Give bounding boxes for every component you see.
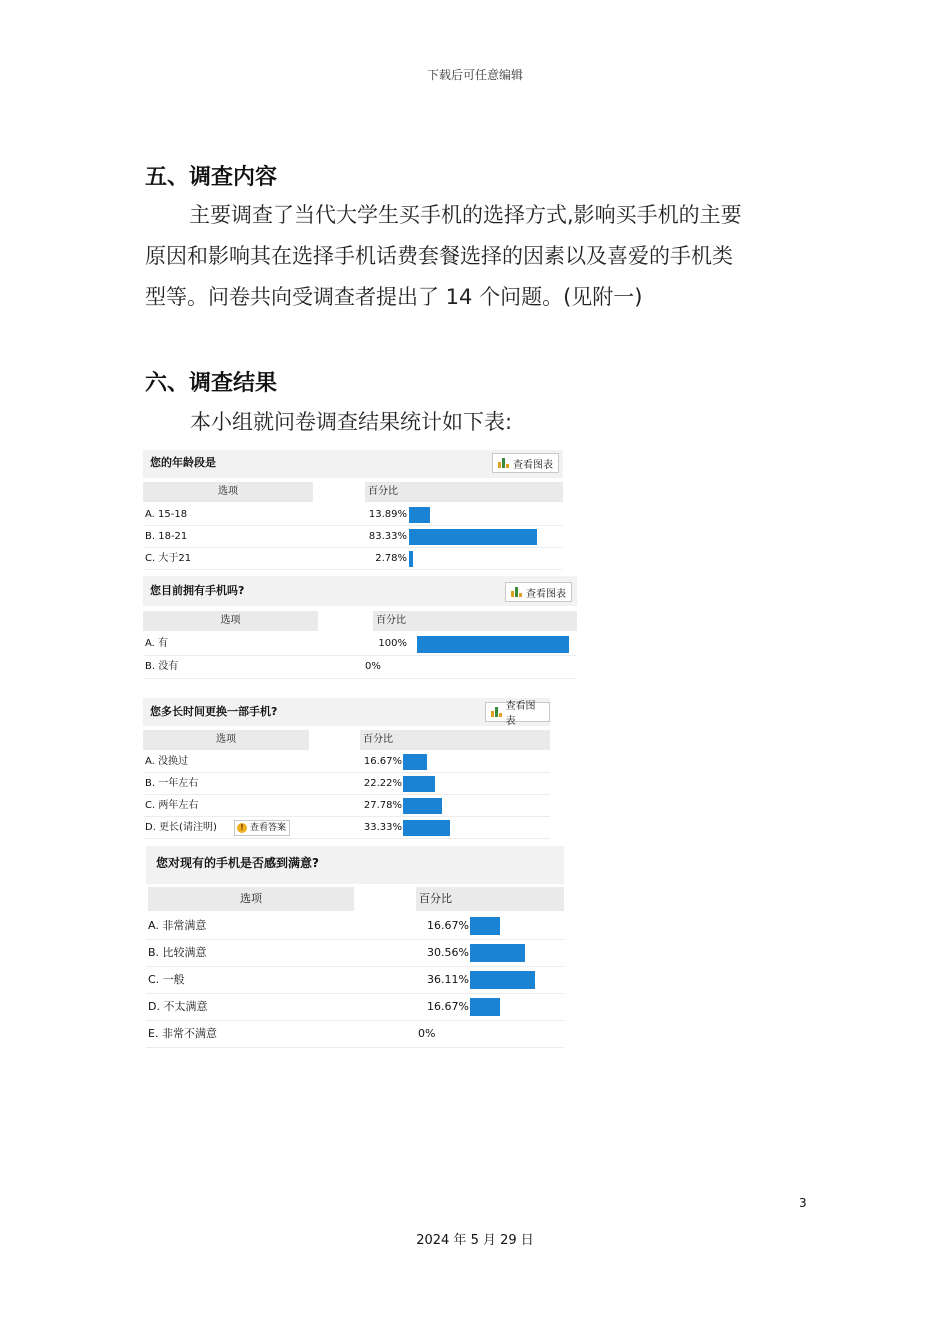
option-label: A. 非常满意	[148, 919, 207, 932]
option-label: B. 一年左右	[145, 778, 199, 789]
percent-bar	[417, 636, 569, 653]
table-row	[146, 940, 564, 967]
section5-line-2: 原因和影响其在选择手机话费套餐选择的因素以及喜爱的手机类	[145, 244, 733, 268]
option-label: C. 大于21	[145, 553, 192, 564]
percent-value: 22.22%	[363, 778, 402, 789]
option-label: A. 没换过	[145, 756, 189, 767]
table-row	[143, 504, 563, 526]
percent-bar	[403, 776, 435, 792]
table-row	[143, 526, 563, 548]
option-label: A. 15-18	[145, 509, 188, 520]
table-row	[146, 994, 564, 1021]
table-row	[143, 751, 550, 773]
percent-bar	[409, 507, 430, 523]
view-chart-button[interactable]: 查看图表	[485, 702, 550, 722]
percent-bar	[403, 754, 427, 770]
survey-panel-replace-frequency	[143, 698, 550, 840]
column-option: 选项	[143, 611, 318, 631]
section5-paragraph	[145, 195, 810, 318]
section6-heading: 六、调查结果	[145, 371, 278, 396]
percent-value: 36.11%	[427, 973, 469, 986]
survey-title: 您的年龄段是	[143, 450, 563, 478]
table-row	[143, 795, 550, 817]
table-row	[146, 967, 564, 994]
column-percent: 百分比	[416, 887, 564, 911]
option-label: D. 更长(请注明)	[145, 822, 217, 833]
survey-title: 您对现有的手机是否感到满意?	[146, 846, 564, 884]
percent-bar	[470, 944, 525, 962]
table-row	[143, 633, 577, 656]
percent-value: 33.33%	[363, 822, 402, 833]
column-percent: 百分比	[373, 611, 577, 631]
section5-line-1: 主要调查了当代大学生买手机的选择方式,影响买手机的主要	[189, 203, 742, 227]
table-row	[143, 773, 550, 795]
percent-value: 16.67%	[427, 1000, 469, 1013]
column-option: 选项	[148, 887, 354, 911]
column-option: 选项	[143, 482, 313, 502]
section5-line-3: 型等。问卷共向受调查者提出了 14 个问题。(见附一)	[145, 285, 643, 309]
survey-title: 您目前拥有手机吗?	[143, 576, 577, 606]
percent-bar	[403, 820, 450, 836]
survey-panel-satisfaction	[146, 846, 564, 1046]
percent-value: 30.56%	[427, 946, 469, 959]
option-label: C. 两年左右	[145, 800, 199, 811]
option-label: C. 一般	[148, 973, 185, 986]
table-row	[143, 817, 550, 839]
warning-icon: !	[237, 823, 247, 833]
option-label: E. 非常不满意	[148, 1027, 217, 1040]
column-option: 选项	[143, 730, 309, 750]
bar-chart-icon	[498, 458, 509, 468]
percent-bar	[470, 998, 500, 1016]
percent-value: 0%	[418, 1027, 436, 1040]
percent-value: 2.78%	[375, 553, 407, 564]
column-percent: 百分比	[360, 730, 550, 750]
percent-bar	[470, 971, 535, 989]
percent-value: 16.67%	[427, 919, 469, 932]
option-label: B. 没有	[145, 661, 179, 672]
survey-panel-age	[143, 450, 563, 572]
view-chart-button[interactable]: 查看图表	[505, 582, 572, 602]
survey-title: 您多长时间更换一部手机?	[143, 698, 550, 726]
percent-value: 83.33%	[368, 531, 407, 542]
option-label: D. 不太满意	[148, 1000, 208, 1013]
section6-intro: 本小组就问卷调查结果统计如下表:	[190, 410, 513, 434]
percent-value: 13.89%	[368, 509, 407, 520]
column-percent: 百分比	[365, 482, 563, 502]
section5-heading: 五、调查内容	[145, 165, 278, 190]
view-answer-button[interactable]: ! 查看答案	[234, 820, 290, 836]
page-number: 3	[799, 1196, 807, 1210]
percent-bar	[403, 798, 442, 814]
table-row	[146, 913, 564, 940]
footer-date: 2024 年 5 月 29 日	[416, 1233, 534, 1248]
percent-value: 16.67%	[363, 756, 402, 767]
table-row	[146, 1021, 564, 1048]
percent-value: 100%	[378, 638, 407, 649]
percent-value: 0%	[365, 661, 381, 672]
page-header: 下载后可任意编辑	[426, 68, 523, 82]
survey-panel-own-phone	[143, 576, 577, 680]
option-label: A. 有	[145, 638, 169, 649]
option-label: B. 18-21	[145, 531, 188, 542]
percent-bar	[470, 917, 500, 935]
option-label: B. 比较满意	[148, 946, 207, 959]
view-chart-button[interactable]: 查看图表	[492, 453, 559, 473]
percent-value: 27.78%	[363, 800, 402, 811]
table-row	[143, 656, 577, 679]
bar-chart-icon	[491, 707, 502, 717]
table-row	[143, 548, 563, 570]
bar-chart-icon	[511, 587, 522, 597]
percent-bar	[409, 529, 537, 545]
percent-bar	[409, 551, 413, 567]
